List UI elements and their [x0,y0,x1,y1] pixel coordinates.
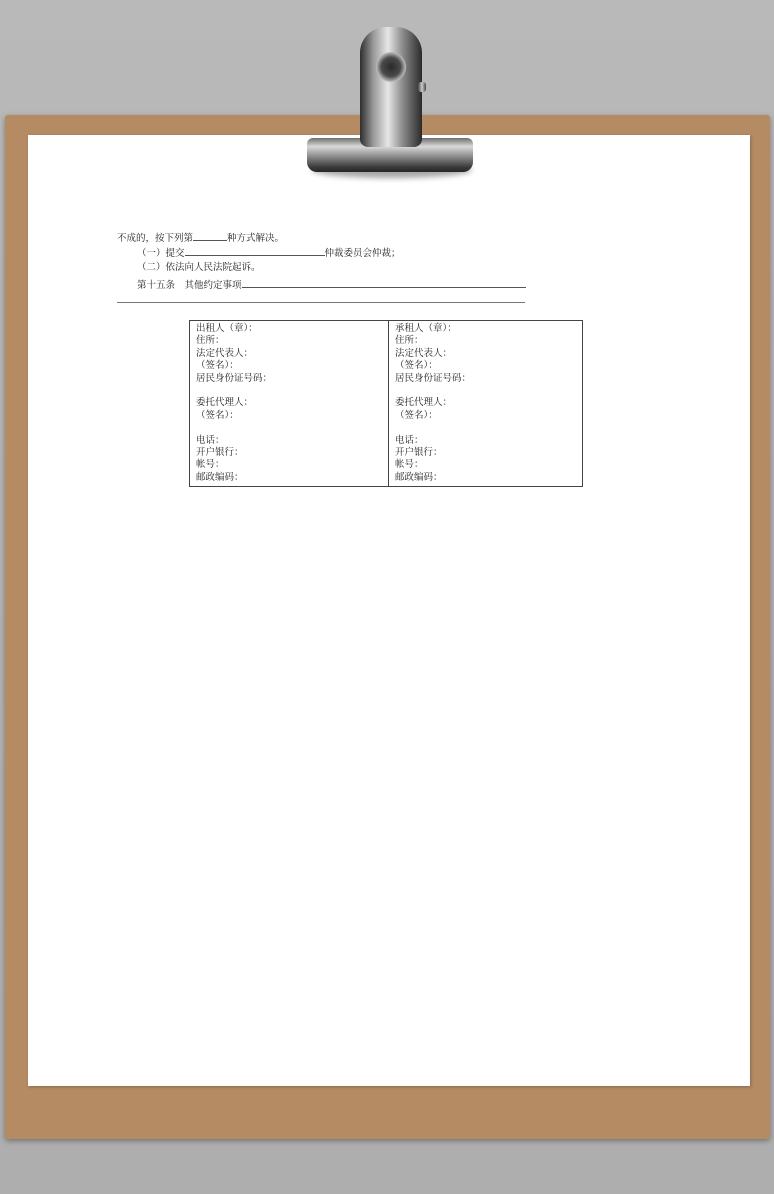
blank-choice [193,231,227,241]
lessee-spacer [395,385,582,397]
blank-arbitration-committee [185,246,325,256]
clip-hole [376,52,406,82]
lessee-signature: （签名）： [395,360,438,372]
line2-prefix: （一）提交 [137,248,185,259]
clip-pin [418,82,426,92]
lessee-agent-signature: （签名）： [395,409,438,421]
lessee-address: 住所： [395,335,424,347]
lessee-agent: 委托代理人： [395,397,453,409]
clip-lever [360,27,422,147]
lessee-bank: 开户银行： [395,446,443,458]
lessee-id-number: 居民身份证号码： [395,372,472,384]
lessor-seal: 出租人（章）： [196,323,258,334]
lessor-postcode: 邮政编码： [196,471,244,483]
lessor-column [190,321,389,486]
lessee-seal: 承租人（章）： [395,323,457,334]
lessee-postcode: 邮政编码： [395,471,443,483]
lessor-signature: （签名）： [196,360,239,372]
line2-suffix: 仲裁委员会仲裁； [324,248,401,259]
line1-prefix: 不成的，按下列第 [117,233,194,244]
court-line: （二）依法向人民法院起诉。 [137,262,261,273]
blank-line [117,302,525,303]
lessor-id-number: 居民身份证号码： [196,372,273,384]
lessor-legal-rep: 法定代表人： [196,347,254,359]
blank-other-terms [242,278,526,288]
lessor-spacer [196,385,388,397]
lessee-spacer-2 [395,422,582,434]
lessee-phone: 电话： [395,434,424,446]
signature-table [189,320,583,487]
dispute-resolution-line [117,231,284,245]
lessor-address: 住所： [196,335,225,347]
other-terms-line [137,278,526,292]
line1-suffix: 种方式解决。 [227,233,285,244]
lessor-agent-signature: （签名）： [196,409,239,421]
lessor-phone: 电话： [196,434,225,446]
line4-prefix: 第十五条 其他约定事项 [137,280,242,291]
lessor-spacer-2 [196,422,388,434]
lessor-agent: 委托代理人： [196,397,254,409]
arbitration-line [137,246,401,260]
lessee-column [389,321,582,486]
lessor-account: 帐号： [196,459,225,471]
lessee-account: 帐号： [395,459,424,471]
lessor-bank: 开户银行： [196,446,244,458]
lessee-legal-rep: 法定代表人： [395,347,453,359]
